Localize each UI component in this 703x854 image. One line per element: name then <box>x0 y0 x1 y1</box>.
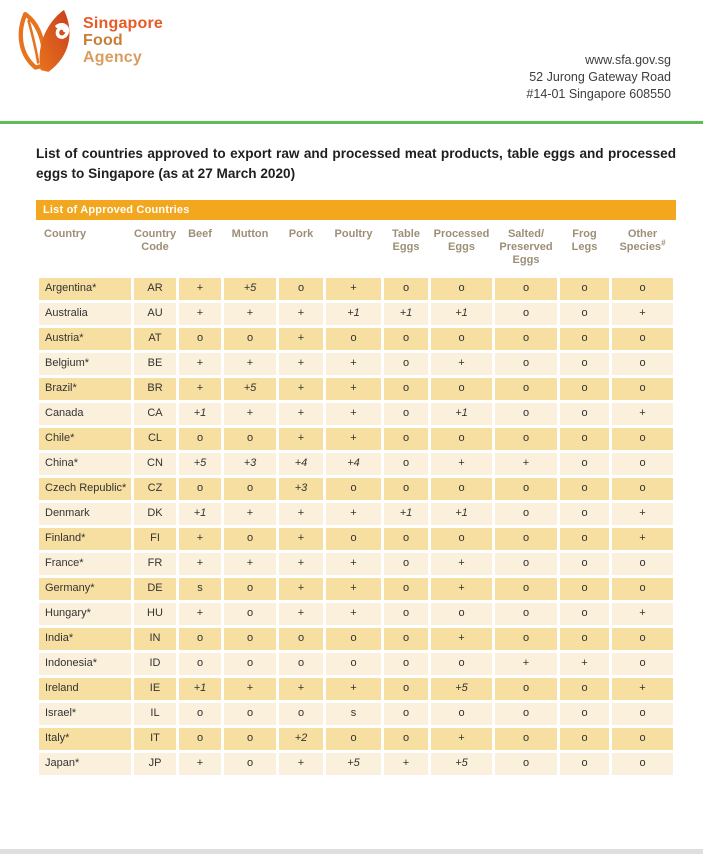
country-code-cell: ID <box>134 653 176 675</box>
table-row <box>39 378 673 400</box>
status-cell: o <box>560 453 609 475</box>
status-cell: +1 <box>179 503 221 525</box>
country-cell: France* <box>39 553 131 575</box>
country-cell: India* <box>39 628 131 650</box>
country-code-cell: AU <box>134 303 176 325</box>
country-code-cell: AT <box>134 328 176 350</box>
status-cell: + <box>431 628 492 650</box>
status-cell: + <box>612 403 673 425</box>
status-cell: o <box>431 528 492 550</box>
status-cell: + <box>326 578 381 600</box>
status-cell: o <box>431 278 492 300</box>
status-cell: o <box>560 428 609 450</box>
status-cell: + <box>279 303 323 325</box>
status-cell: o <box>224 753 276 775</box>
status-cell: o <box>560 703 609 725</box>
table-row <box>39 578 673 600</box>
status-cell: o <box>495 703 557 725</box>
status-cell: +4 <box>279 453 323 475</box>
status-cell: + <box>326 428 381 450</box>
country-code-cell: AR <box>134 278 176 300</box>
country-cell: Germany* <box>39 578 131 600</box>
status-cell: s <box>179 578 221 600</box>
status-cell: + <box>224 678 276 700</box>
address-street: 52 Jurong Gateway Road <box>529 70 671 84</box>
page-title: List of countries approved to export raw and processed meat products, table eggs and processed eggs to Singapore (as at 27 March 2020) <box>36 146 676 182</box>
status-cell: o <box>612 278 673 300</box>
status-cell: o <box>560 478 609 500</box>
country-cell: Canada <box>39 403 131 425</box>
country-code-cell: CL <box>134 428 176 450</box>
status-cell: + <box>179 603 221 625</box>
status-cell: o <box>495 278 557 300</box>
status-cell: +2 <box>279 728 323 750</box>
status-cell: o <box>495 353 557 375</box>
country-code-cell: HU <box>134 603 176 625</box>
table-row <box>39 453 673 475</box>
status-cell: + <box>326 278 381 300</box>
status-cell: + <box>431 453 492 475</box>
status-cell: + <box>495 653 557 675</box>
status-cell: o <box>224 578 276 600</box>
status-cell: o <box>560 353 609 375</box>
status-cell: o <box>384 428 428 450</box>
status-cell: o <box>384 653 428 675</box>
status-cell: o <box>612 628 673 650</box>
country-code-cell: IE <box>134 678 176 700</box>
status-cell: o <box>495 528 557 550</box>
status-cell: o <box>612 703 673 725</box>
country-code-cell: IL <box>134 703 176 725</box>
status-cell: o <box>179 478 221 500</box>
logo-word-food: Food <box>83 31 123 49</box>
status-cell: + <box>326 553 381 575</box>
status-cell: o <box>224 653 276 675</box>
table-row <box>39 303 673 325</box>
table-row <box>39 403 673 425</box>
status-cell: o <box>560 303 609 325</box>
status-cell: o <box>495 303 557 325</box>
status-cell: o <box>495 378 557 400</box>
status-cell: o <box>384 703 428 725</box>
status-cell: o <box>431 653 492 675</box>
status-cell: o <box>224 728 276 750</box>
status-cell: o <box>560 278 609 300</box>
status-cell: + <box>179 753 221 775</box>
sfa-leaf-icon <box>14 6 76 74</box>
status-cell: +1 <box>326 303 381 325</box>
country-cell: China* <box>39 453 131 475</box>
status-cell: o <box>326 653 381 675</box>
status-cell: +5 <box>431 678 492 700</box>
status-cell: +1 <box>384 303 428 325</box>
status-cell: + <box>179 553 221 575</box>
table-row <box>39 753 673 775</box>
status-cell: o <box>495 328 557 350</box>
country-code-cell: FR <box>134 553 176 575</box>
status-cell: + <box>279 428 323 450</box>
status-cell: +1 <box>431 303 492 325</box>
status-cell: o <box>179 703 221 725</box>
country-code-cell: DE <box>134 578 176 600</box>
status-cell: +1 <box>384 503 428 525</box>
status-cell: + <box>326 353 381 375</box>
country-code-cell: IN <box>134 628 176 650</box>
status-cell: o <box>612 578 673 600</box>
status-cell: + <box>279 753 323 775</box>
status-cell: + <box>560 653 609 675</box>
column-header: Frog Legs <box>560 223 609 275</box>
status-cell: o <box>560 603 609 625</box>
status-cell: o <box>326 478 381 500</box>
page-bottom-strip <box>0 849 703 854</box>
country-cell: Israel* <box>39 703 131 725</box>
status-cell: o <box>560 528 609 550</box>
status-cell: o <box>279 703 323 725</box>
address-website: www.sfa.gov.sg <box>585 53 671 67</box>
status-cell: o <box>495 628 557 650</box>
status-cell: o <box>495 578 557 600</box>
status-cell: +4 <box>326 453 381 475</box>
status-cell: + <box>179 303 221 325</box>
status-cell: o <box>495 553 557 575</box>
status-cell: + <box>326 503 381 525</box>
status-cell: + <box>612 303 673 325</box>
country-cell: Australia <box>39 303 131 325</box>
status-cell: + <box>326 378 381 400</box>
status-cell: + <box>612 528 673 550</box>
status-cell: + <box>612 678 673 700</box>
country-cell: Argentina* <box>39 278 131 300</box>
table-row <box>39 478 673 500</box>
status-cell: o <box>560 328 609 350</box>
country-cell: Denmark <box>39 503 131 525</box>
country-code-cell: BE <box>134 353 176 375</box>
status-cell: o <box>384 628 428 650</box>
status-cell: + <box>179 378 221 400</box>
status-cell: + <box>326 403 381 425</box>
table-header-row <box>39 223 673 275</box>
status-cell: o <box>179 728 221 750</box>
status-cell: o <box>326 728 381 750</box>
status-cell: o <box>384 578 428 600</box>
status-cell: o <box>495 753 557 775</box>
status-cell: o <box>384 553 428 575</box>
status-cell: o <box>431 603 492 625</box>
country-cell: Belgium* <box>39 353 131 375</box>
status-cell: o <box>431 428 492 450</box>
table-banner: List of Approved Countries <box>36 200 676 220</box>
status-cell: o <box>384 278 428 300</box>
status-cell: o <box>326 628 381 650</box>
status-cell: o <box>384 678 428 700</box>
status-cell: + <box>279 328 323 350</box>
status-cell: + <box>279 553 323 575</box>
status-cell: o <box>560 578 609 600</box>
status-cell: +5 <box>431 753 492 775</box>
status-cell: o <box>560 628 609 650</box>
table-row <box>39 428 673 450</box>
status-cell: o <box>384 603 428 625</box>
address-unit: #14-01 Singapore 608550 <box>526 87 671 101</box>
country-code-cell: FI <box>134 528 176 550</box>
table-row <box>39 503 673 525</box>
country-cell: Brazil* <box>39 378 131 400</box>
status-cell: + <box>431 553 492 575</box>
status-cell: +3 <box>279 478 323 500</box>
status-cell: o <box>560 728 609 750</box>
status-cell: + <box>431 578 492 600</box>
status-cell: s <box>326 703 381 725</box>
status-cell: o <box>431 478 492 500</box>
status-cell: + <box>179 353 221 375</box>
column-header: Poultry <box>326 223 381 275</box>
status-cell: +5 <box>224 378 276 400</box>
status-cell: o <box>431 378 492 400</box>
status-cell: +1 <box>431 403 492 425</box>
status-cell: + <box>224 303 276 325</box>
status-cell: + <box>279 678 323 700</box>
status-cell: o <box>279 628 323 650</box>
status-cell: + <box>179 278 221 300</box>
status-cell: + <box>612 603 673 625</box>
status-cell: + <box>612 503 673 525</box>
country-code-cell: JP <box>134 753 176 775</box>
status-cell: + <box>279 378 323 400</box>
status-cell: + <box>495 453 557 475</box>
table-row <box>39 353 673 375</box>
status-cell: o <box>224 528 276 550</box>
status-cell: o <box>384 378 428 400</box>
table-row <box>39 678 673 700</box>
column-header: Country <box>39 223 131 275</box>
status-cell: o <box>560 553 609 575</box>
status-cell: o <box>384 353 428 375</box>
status-cell: o <box>612 453 673 475</box>
green-divider <box>0 121 703 124</box>
status-cell: + <box>431 353 492 375</box>
table-row <box>39 728 673 750</box>
status-cell: o <box>384 453 428 475</box>
table-body <box>39 278 673 775</box>
status-cell: +1 <box>179 403 221 425</box>
status-cell: + <box>431 728 492 750</box>
country-code-cell: DK <box>134 503 176 525</box>
status-cell: o <box>279 653 323 675</box>
status-cell: o <box>279 278 323 300</box>
country-cell: Czech Republic* <box>39 478 131 500</box>
country-code-cell: CA <box>134 403 176 425</box>
status-cell: o <box>495 428 557 450</box>
status-cell: o <box>384 403 428 425</box>
column-header: Pork <box>279 223 323 275</box>
table-row <box>39 703 673 725</box>
status-cell: o <box>384 528 428 550</box>
country-cell: Japan* <box>39 753 131 775</box>
status-cell: o <box>431 703 492 725</box>
status-cell: + <box>279 503 323 525</box>
status-cell: o <box>384 478 428 500</box>
country-cell: Indonesia* <box>39 653 131 675</box>
status-cell: + <box>326 678 381 700</box>
table-row <box>39 628 673 650</box>
status-cell: o <box>179 428 221 450</box>
status-cell: +3 <box>224 453 276 475</box>
country-code-cell: BR <box>134 378 176 400</box>
column-header: Table Eggs <box>384 223 428 275</box>
status-cell: o <box>612 478 673 500</box>
status-cell: +5 <box>326 753 381 775</box>
status-cell: +1 <box>431 503 492 525</box>
status-cell: o <box>224 628 276 650</box>
status-cell: +5 <box>224 278 276 300</box>
status-cell: +5 <box>179 453 221 475</box>
country-code-cell: IT <box>134 728 176 750</box>
country-cell: Italy* <box>39 728 131 750</box>
status-cell: o <box>495 403 557 425</box>
status-cell: o <box>224 703 276 725</box>
status-cell: + <box>224 403 276 425</box>
status-cell: + <box>224 553 276 575</box>
column-header: Beef <box>179 223 221 275</box>
status-cell: o <box>431 328 492 350</box>
status-cell: + <box>279 403 323 425</box>
status-cell: o <box>560 753 609 775</box>
status-cell: o <box>495 503 557 525</box>
status-cell: + <box>179 528 221 550</box>
status-cell: o <box>560 378 609 400</box>
status-cell: + <box>279 528 323 550</box>
status-cell: o <box>612 378 673 400</box>
status-cell: + <box>279 603 323 625</box>
agency-logo-text <box>83 15 163 66</box>
status-cell: + <box>279 578 323 600</box>
column-header: Processed Eggs <box>431 223 492 275</box>
status-cell: o <box>612 753 673 775</box>
status-cell: o <box>224 428 276 450</box>
column-header: Other Species# <box>612 223 673 275</box>
logo-word-agency: Agency <box>83 48 142 66</box>
country-code-cell: CN <box>134 453 176 475</box>
status-cell: o <box>326 328 381 350</box>
table-row <box>39 653 673 675</box>
logo-word-singapore: Singapore <box>83 14 164 32</box>
status-cell: o <box>384 728 428 750</box>
status-cell: o <box>224 603 276 625</box>
status-cell: o <box>612 653 673 675</box>
status-cell: +1 <box>179 678 221 700</box>
status-cell: o <box>326 528 381 550</box>
status-cell: + <box>224 353 276 375</box>
status-cell: + <box>326 603 381 625</box>
status-cell: o <box>612 353 673 375</box>
table-row <box>39 603 673 625</box>
table-row <box>39 528 673 550</box>
status-cell: o <box>495 478 557 500</box>
column-header: Salted/ Preserved Eggs <box>495 223 557 275</box>
table-row <box>39 278 673 300</box>
status-cell: o <box>612 428 673 450</box>
status-cell: o <box>495 728 557 750</box>
approved-countries-table <box>36 220 676 778</box>
country-code-cell: CZ <box>134 478 176 500</box>
column-header: Country Code <box>134 223 176 275</box>
status-cell: o <box>495 603 557 625</box>
status-cell: o <box>612 328 673 350</box>
status-cell: o <box>560 678 609 700</box>
status-cell: o <box>560 503 609 525</box>
country-cell: Chile* <box>39 428 131 450</box>
status-cell: o <box>224 328 276 350</box>
column-header: Mutton <box>224 223 276 275</box>
letterhead <box>0 0 703 121</box>
status-cell: + <box>224 503 276 525</box>
status-cell: o <box>179 628 221 650</box>
status-cell: o <box>179 328 221 350</box>
agency-address <box>526 52 671 103</box>
status-cell: o <box>224 478 276 500</box>
table-row <box>39 553 673 575</box>
agency-logo <box>14 6 163 74</box>
status-cell: + <box>279 353 323 375</box>
status-cell: o <box>612 553 673 575</box>
status-cell: + <box>384 753 428 775</box>
country-cell: Ireland <box>39 678 131 700</box>
status-cell: o <box>495 678 557 700</box>
status-cell: o <box>179 653 221 675</box>
country-cell: Austria* <box>39 328 131 350</box>
status-cell: o <box>384 328 428 350</box>
table-row <box>39 328 673 350</box>
status-cell: o <box>612 728 673 750</box>
country-cell: Hungary* <box>39 603 131 625</box>
country-cell: Finland* <box>39 528 131 550</box>
status-cell: o <box>560 403 609 425</box>
